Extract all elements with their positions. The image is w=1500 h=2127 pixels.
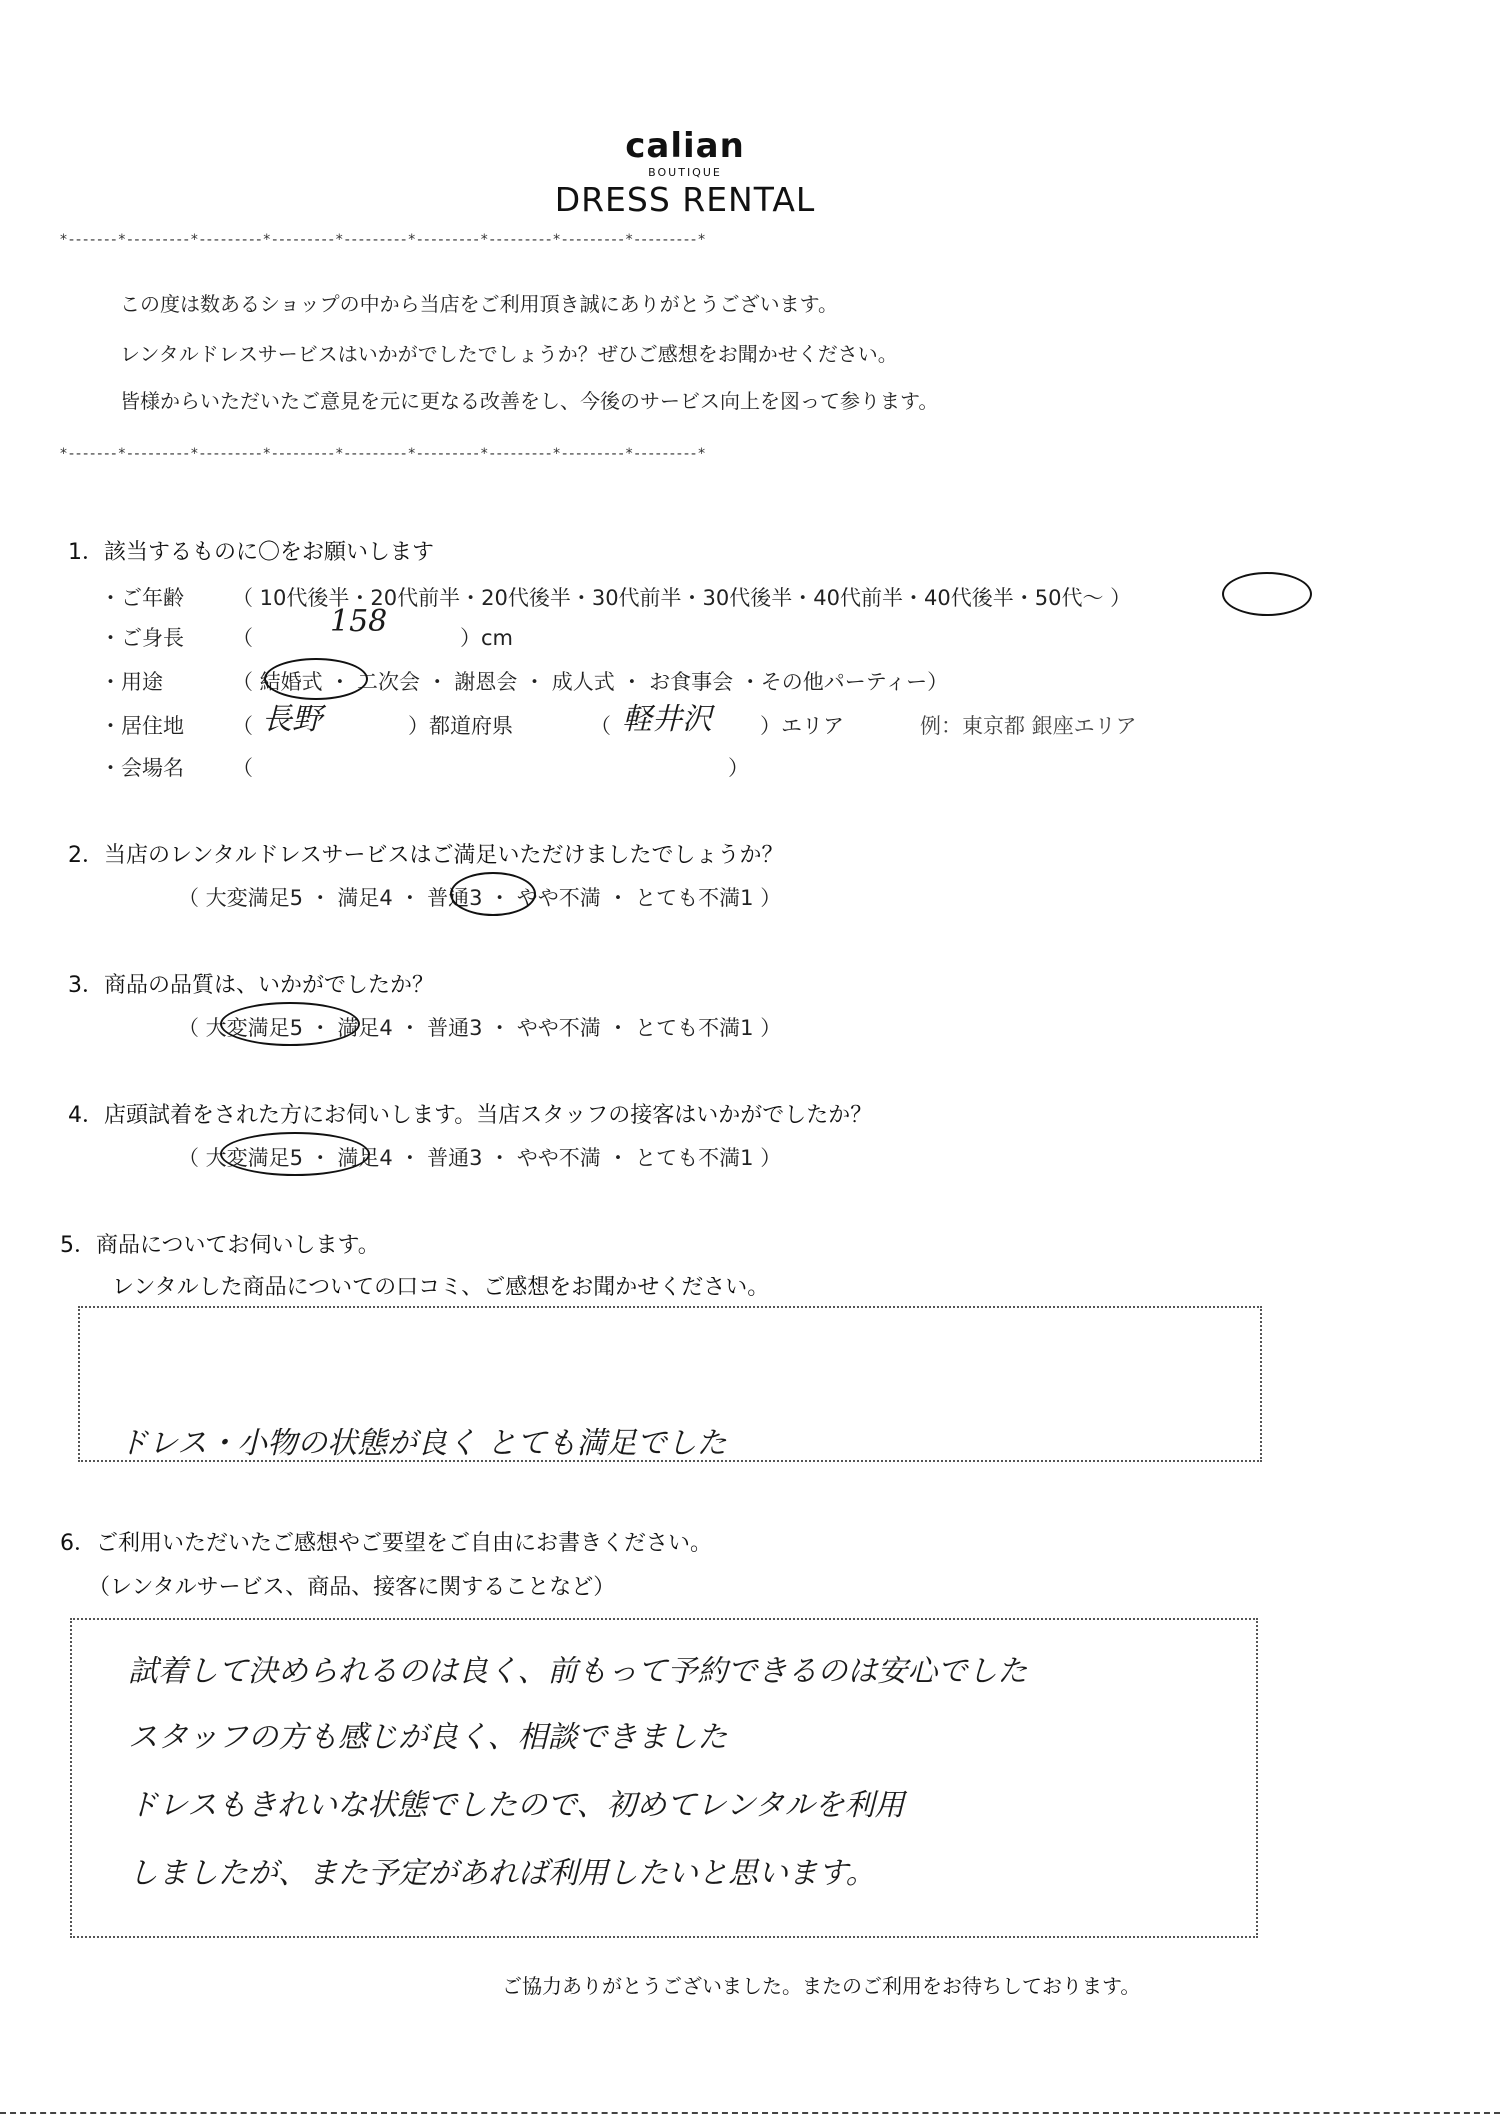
q2-options[interactable]: （ 大変満足5 ・ 満足4 ・ 普通3 ・ やや不満 ・ とても不満1 ） <box>178 886 782 910</box>
venue-label: ・会場名 <box>100 756 184 780</box>
intro-line-1: この度は数あるショップの中から当店をご利用頂き誠にありがとうございます。 <box>120 292 838 316</box>
q3-options[interactable]: （ 大変満足5 ・ 満足4 ・ 普通3 ・ やや不満 ・ とても不満1 ） <box>178 1016 782 1040</box>
brand-logo: calian <box>625 126 745 166</box>
location-label: ・居住地 <box>100 714 184 738</box>
q6-subtitle: （レンタルサービス、商品、接客に関することなど） <box>88 1575 616 1600</box>
area-suffix: ）エリア <box>760 714 844 738</box>
height-value[interactable]: 158 <box>330 604 388 639</box>
q6-answer-line-4[interactable]: しましたが、また予定があれば利用したいと思います。 <box>128 1856 876 1891</box>
q3-selected-circle <box>220 1002 360 1046</box>
q6-answer-line-3[interactable]: ドレスもきれいな状態でしたので、初めてレンタルを利用 <box>128 1788 905 1823</box>
q1-title: 1．該当するものに〇をお願いします <box>68 540 434 565</box>
brand-subtitle: BOUTIQUE <box>648 166 722 179</box>
venue-close: ） <box>728 756 749 780</box>
page-title: DRESS RENTAL <box>554 180 816 219</box>
q3-title: 3．商品の品質は、いかがでしたか？ <box>68 973 434 998</box>
intro-line-3: 皆様からいただいたご意見を元に更なる改善をし、今後のサービス向上を図って参ります。 <box>120 389 939 413</box>
q6-answer-line-2[interactable]: スタッフの方も感じが良く、相談できました <box>128 1720 728 1755</box>
q5-title: 5．商品についてお伺いします。 <box>60 1233 380 1258</box>
q4-title: 4．店頭試着をされた方にお伺いします。当店スタッフの接客はいかがでしたか？ <box>68 1103 873 1128</box>
age-options[interactable]: （ 10代後半・20代前半・20代後半・30代前半・30代後半・40代前半・40代後半・50代～ ） <box>232 586 1132 610</box>
prefecture-open: （ <box>232 714 253 738</box>
separator-top: *-------*---------*---------*---------*---------*---------*---------*---------*---------* <box>60 232 708 248</box>
q4-selected-circle <box>220 1132 370 1176</box>
q5-subtitle: レンタルした商品についての口コミ、ご感想をお聞かせください。 <box>112 1275 770 1300</box>
q6-title: 6．ご利用いただいたご感想やご要望をご自由にお書きください。 <box>60 1531 712 1556</box>
q5-answer[interactable]: ドレス・小物の状態が良く とても満足でした <box>118 1426 727 1461</box>
area-open: （ <box>590 714 611 738</box>
page-bottom-divider <box>0 2112 1500 2114</box>
height-label: ・ご身長 <box>100 626 184 650</box>
q2-title: 2．当店のレンタルドレスサービスはご満足いただけましたでしょうか？ <box>68 843 784 868</box>
area-value[interactable]: 軽井沢 <box>622 702 712 737</box>
venue-open: （ <box>232 756 253 780</box>
age-selected-circle <box>1222 572 1312 616</box>
q2-selected-circle <box>450 872 536 916</box>
use-label: ・用途 <box>100 670 163 694</box>
intro-line-2: レンタルドレスサービスはいかがでしたでしょうか？ぜひご感想をお聞かせください。 <box>120 342 898 366</box>
q4-options[interactable]: （ 大変満足5 ・ 満足4 ・ 普通3 ・ やや不満 ・ とても不満1 ） <box>178 1146 782 1170</box>
prefecture-value[interactable]: 長野 <box>262 702 322 737</box>
height-unit: ）cm <box>460 626 514 650</box>
separator-bottom: *-------*---------*---------*---------*---------*---------*---------*---------*---------* <box>60 446 708 462</box>
age-label: ・ご年齢 <box>100 586 184 610</box>
location-example: 例：東京都 銀座エリア <box>920 714 1137 738</box>
footer-text: ご協力ありがとうございました。またのご利用をお待ちしております。 <box>502 1974 1141 1998</box>
use-options[interactable]: （ 結婚式 ・ 二次会 ・ 謝恩会 ・ 成人式 ・ お食事会 ・その他パーティー） <box>232 670 949 694</box>
q6-answer-line-1[interactable]: 試着して決められるのは良く、前もって予約できるのは安心でした <box>128 1654 1028 1689</box>
prefecture-suffix: ）都道府県 <box>408 714 513 738</box>
height-open: （ <box>232 626 253 650</box>
